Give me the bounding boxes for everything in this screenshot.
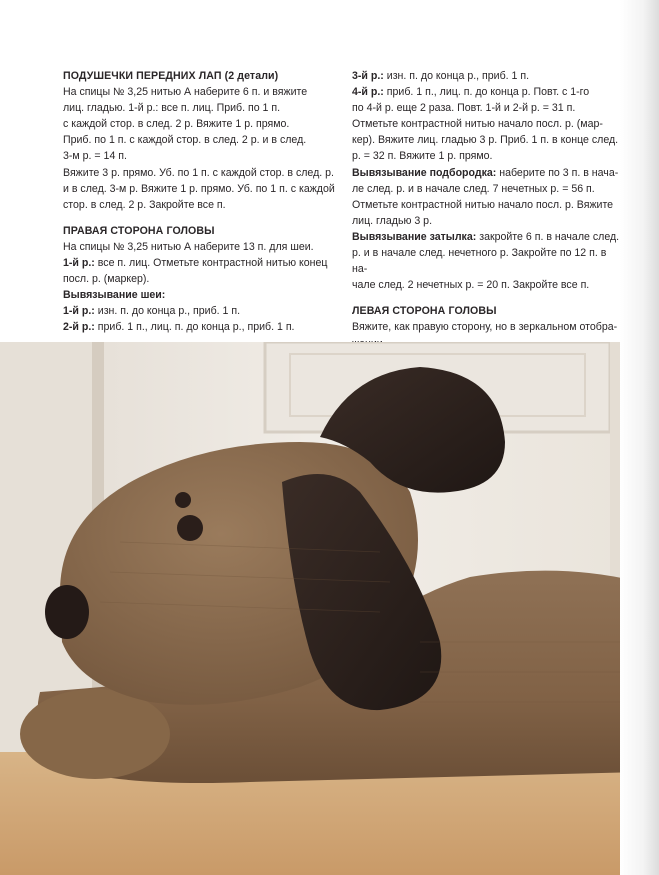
front-paw bbox=[20, 689, 170, 779]
row-text: приб. 1 п., лиц. п. до конца р. Повт. с 1-го bbox=[383, 86, 590, 99]
subheading-nape: Вывязывание затылка: bbox=[352, 230, 477, 243]
page-spine bbox=[620, 0, 659, 875]
dog-draught-excluder-photo bbox=[0, 342, 659, 875]
row-label: 3-й р.: bbox=[352, 70, 384, 82]
text-line bbox=[352, 84, 620, 100]
heading-front-paw-pads: ПОДУШЕЧКИ ПЕРЕДНИХ ЛАП (2 детали) bbox=[63, 70, 279, 82]
text-line: 3-м р. = 14 п. bbox=[63, 150, 127, 163]
text-line: Отметьте контрастной нитью начало посл. р. Вяжите bbox=[352, 198, 614, 211]
row-label: 2-й р.: bbox=[63, 321, 95, 334]
text-line: лиц. гладью 3 р. bbox=[352, 214, 433, 227]
subheading-neck: Вывязывание шеи: bbox=[63, 289, 166, 302]
text-line: ле след. р. и в начале след. 7 нечетных р. = 56 п. bbox=[352, 182, 595, 195]
right-head-side-instructions bbox=[63, 239, 341, 336]
dog-eye bbox=[177, 515, 203, 541]
text-line: и в след. 3-м р. Вяжите 1 р. прямо. Уб. по 1 п. с каждой bbox=[63, 182, 335, 195]
row-label: 4-й р.: bbox=[352, 86, 384, 99]
text-line bbox=[352, 68, 620, 84]
text-line: кер). Вяжите лиц. гладью 3 р. Приб. 1 п. в конце след. bbox=[352, 134, 619, 147]
dog-nose bbox=[45, 585, 89, 639]
heading-left-head-side: ЛЕВАЯ СТОРОНА ГОЛОВЫ bbox=[352, 305, 497, 318]
row-text: приб. 1 п., лиц. п. до конца р., приб. 1 п. bbox=[94, 321, 295, 334]
row-text: наберите по 3 п. в нача- bbox=[496, 166, 619, 179]
row-label: 1-й р.: bbox=[63, 305, 95, 318]
text-line bbox=[63, 255, 341, 271]
text-line: посл. р. (маркер). bbox=[63, 273, 150, 286]
text-line: стор. в след. 2 р. Закройте все п. bbox=[63, 198, 226, 211]
text-line: Приб. по 1 п. с каждой стор. в след. 2 р. и в след. bbox=[63, 134, 307, 147]
text-line bbox=[63, 319, 341, 335]
text-line: Вяжите, как правую сторону, но в зеркальном отобра- bbox=[352, 321, 618, 334]
text-line: Вяжите 3 р. прямо. Уб. по 1 п. с каждой стор. в след. р. bbox=[63, 166, 334, 179]
text-line: чале след. 2 нечетных р. = 20 п. Закройте все п. bbox=[352, 279, 590, 292]
row-label: 1-й р.: bbox=[63, 257, 95, 270]
dog-eye-far bbox=[175, 492, 191, 508]
heading-right-head-side: ПРАВАЯ СТОРОНА ГОЛОВЫ bbox=[63, 224, 215, 237]
text-line bbox=[63, 303, 341, 319]
text-line: Отметьте контрастной нитью начало посл. р. (мар- bbox=[352, 118, 603, 131]
subheading-chin: Вывязывание подбородка: bbox=[352, 166, 497, 179]
text-line: р. и в начале след. нечетного р. Закройте по 12 п. в на- bbox=[352, 247, 607, 276]
text-line: лиц. гладью. 1-й р.: все п. лиц. Приб. по 1 п. bbox=[63, 102, 281, 115]
row-text: закройте 6 п. в начале след. bbox=[476, 230, 620, 243]
right-text-column bbox=[352, 68, 620, 352]
text-line: На спицы № 3,25 нитью А наберите 13 п. для шеи. bbox=[63, 240, 314, 253]
text-line bbox=[352, 165, 620, 181]
left-text-column bbox=[63, 68, 341, 336]
front-paw-pads-instructions bbox=[63, 84, 341, 213]
text-line: р. = 32 п. Вяжите 1 р. прямо. bbox=[352, 150, 493, 163]
text-line: На спицы № 3,25 нитью А наберите 6 п. и вяжите bbox=[63, 86, 308, 99]
row-text: все п. лиц. Отметьте контрастной нитью конец bbox=[94, 257, 328, 270]
text-line bbox=[352, 229, 620, 245]
text-line bbox=[63, 287, 341, 303]
text-line: с каждой стор. в след. 2 р. Вяжите 1 р. прямо. bbox=[63, 118, 290, 131]
row-text: изн. п. до конца р., приб. 1 п. bbox=[383, 70, 530, 82]
text-line: по 4-й р. еще 2 раза. Повт. 1-й и 2-й р. = 31 п. bbox=[352, 102, 576, 115]
row-text: изн. п. до конца р., приб. 1 п. bbox=[94, 305, 241, 318]
